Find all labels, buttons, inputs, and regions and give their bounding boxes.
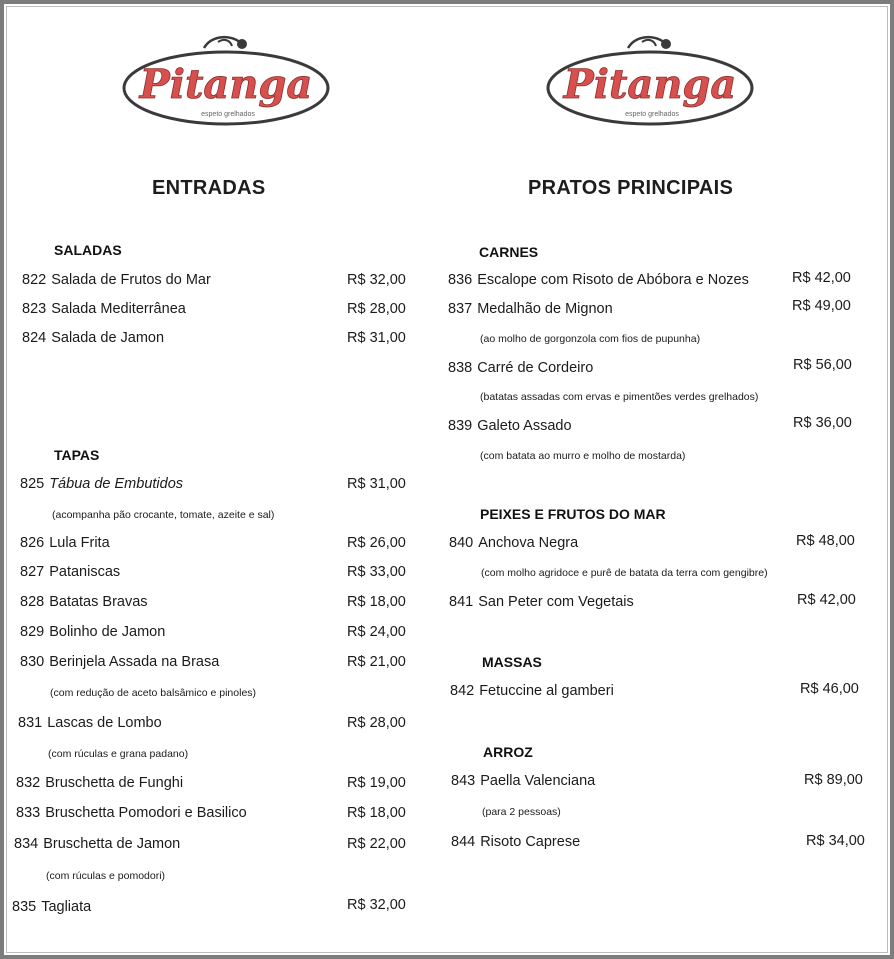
menu-item — [20, 564, 120, 580]
item-number: 825 — [20, 476, 45, 492]
item-name: Bruschetta de Funghi — [45, 775, 184, 791]
item-number: 839 — [448, 418, 473, 434]
item-price: R$ 32,00 — [347, 272, 406, 288]
svg-text:espeto grelhados: espeto grelhados — [625, 111, 679, 118]
item-number: 844 — [451, 834, 476, 850]
item-price: R$ 18,00 — [347, 594, 406, 610]
item-number: 835 — [12, 899, 37, 915]
entradas-title: ENTRADAS — [152, 177, 266, 199]
item-number: 837 — [448, 301, 473, 317]
menu-item — [14, 836, 180, 852]
item-price: R$ 46,00 — [800, 681, 859, 697]
item-note: (com molho agridoce e purê de batata da terra com gengibre) — [481, 567, 768, 579]
item-name: Carré de Cordeiro — [477, 360, 594, 376]
saladas-heading: SALADAS — [54, 242, 122, 258]
item-price: R$ 24,00 — [347, 624, 406, 640]
menu-item — [451, 834, 580, 850]
menu-item — [22, 272, 211, 288]
menu-item — [448, 360, 593, 376]
item-name: Anchova Negra — [478, 535, 579, 551]
item-number: 834 — [14, 836, 39, 852]
svg-text:espeto grelhados: espeto grelhados — [201, 111, 255, 118]
item-price: R$ 42,00 — [797, 592, 856, 608]
item-number: 827 — [20, 564, 45, 580]
item-name: Escalope com Risoto de Abóbora e Nozes — [477, 272, 749, 288]
item-number: 823 — [22, 301, 47, 317]
item-number: 838 — [448, 360, 473, 376]
menu-item — [18, 715, 162, 731]
item-number: 843 — [451, 773, 476, 789]
item-price: R$ 36,00 — [793, 415, 852, 431]
item-name: Galeto Assado — [477, 418, 572, 434]
item-note: (com redução de aceto balsâmico e pinoles) — [50, 687, 257, 699]
menu-item — [451, 773, 595, 789]
item-name: Salada Mediterrânea — [51, 301, 186, 317]
menu-item — [449, 594, 634, 610]
item-name: Pataniscas — [49, 564, 121, 580]
menu-item — [20, 535, 110, 551]
item-number: 841 — [449, 594, 474, 610]
item-price: R$ 31,00 — [347, 476, 406, 492]
menu-item — [448, 272, 749, 288]
menu-item — [450, 683, 614, 699]
menu-item — [448, 301, 613, 317]
peixes-heading: PEIXES E FRUTOS DO MAR — [480, 506, 666, 522]
item-number: 829 — [20, 624, 45, 640]
menu-item — [448, 418, 572, 434]
menu-item — [20, 594, 148, 610]
menu-item — [20, 624, 165, 640]
item-number: 842 — [450, 683, 475, 699]
svg-text:Pitanga: Pitanga — [563, 61, 737, 108]
item-name: Berinjela Assada na Brasa — [49, 654, 220, 670]
item-number: 824 — [22, 330, 47, 346]
menu-item — [22, 330, 164, 346]
pitanga-logo — [116, 26, 336, 136]
item-name: Lula Frita — [49, 535, 110, 551]
menu-item — [20, 654, 219, 670]
carnes-heading: CARNES — [479, 244, 539, 260]
item-name: Medalhão de Mignon — [477, 301, 613, 317]
item-price: R$ 21,00 — [347, 654, 406, 670]
item-price: R$ 31,00 — [347, 330, 406, 346]
item-price: R$ 56,00 — [793, 357, 852, 373]
item-note: (acompanha pão crocante, tomate, azeite e sal) — [52, 509, 275, 521]
item-number: 832 — [16, 775, 41, 791]
item-price: R$ 32,00 — [347, 897, 406, 913]
pratos-principais-title: PRATOS PRINCIPAIS — [528, 177, 734, 199]
item-note: (batatas assadas com ervas e pimentões verdes grelhados) — [480, 391, 759, 403]
item-name: Paella Valenciana — [480, 773, 596, 789]
item-number: 830 — [20, 654, 45, 670]
item-note: (com batata ao murro e molho de mostarda) — [480, 450, 686, 462]
item-name: Fetuccine al gamberi — [479, 683, 614, 699]
item-number: 831 — [18, 715, 43, 731]
pitanga-logo-graphic — [540, 26, 760, 136]
item-price: R$ 26,00 — [347, 535, 406, 551]
item-number: 840 — [449, 535, 474, 551]
menu-item — [449, 535, 578, 551]
item-price: R$ 33,00 — [347, 564, 406, 580]
menu-item — [22, 301, 186, 317]
item-price: R$ 34,00 — [806, 833, 865, 849]
item-note: (para 2 pessoas) — [482, 806, 561, 818]
arroz-heading: ARROZ — [483, 744, 533, 760]
item-name: Salada de Frutos do Mar — [51, 272, 211, 288]
item-price: R$ 49,00 — [792, 298, 851, 314]
item-price: R$ 18,00 — [347, 805, 406, 821]
item-price: R$ 48,00 — [796, 533, 855, 549]
item-price: R$ 28,00 — [347, 715, 406, 731]
item-name: Tagliata — [41, 899, 92, 915]
item-number: 836 — [448, 272, 473, 288]
item-name: Bolinho de Jamon — [49, 624, 166, 640]
item-number: 826 — [20, 535, 45, 551]
item-name: Bruschetta de Jamon — [43, 836, 181, 852]
svg-text:Pitanga: Pitanga — [139, 61, 313, 108]
tapas-heading: TAPAS — [54, 447, 100, 463]
pitanga-logo-graphic — [116, 26, 336, 136]
item-name: Bruschetta Pomodori e Basilico — [45, 805, 247, 821]
item-name: Salada de Jamon — [51, 330, 165, 346]
item-name: Tábua de Embutidos — [49, 476, 184, 492]
item-name: Batatas Bravas — [49, 594, 148, 610]
item-number: 828 — [20, 594, 45, 610]
menu-item — [12, 899, 91, 915]
item-price: R$ 19,00 — [347, 775, 406, 791]
pitanga-logo — [540, 26, 760, 136]
item-note: (com rúculas e pomodori) — [46, 870, 166, 882]
item-note: (ao molho de gorgonzola com fios de pupunha) — [480, 333, 701, 345]
item-number: 822 — [22, 272, 47, 288]
item-price: R$ 89,00 — [804, 772, 863, 788]
massas-heading: MASSAS — [482, 654, 542, 670]
item-price: R$ 22,00 — [347, 836, 406, 852]
item-name: Lascas de Lombo — [47, 715, 162, 731]
menu-item — [16, 805, 247, 821]
item-note: (com rúculas e grana padano) — [48, 748, 189, 760]
menu-item — [16, 775, 183, 791]
item-name: Risoto Caprese — [480, 834, 581, 850]
item-number: 833 — [16, 805, 41, 821]
menu-item — [20, 476, 183, 492]
item-price: R$ 42,00 — [792, 270, 851, 286]
item-name: San Peter com Vegetais — [478, 594, 634, 610]
item-price: R$ 28,00 — [347, 301, 406, 317]
